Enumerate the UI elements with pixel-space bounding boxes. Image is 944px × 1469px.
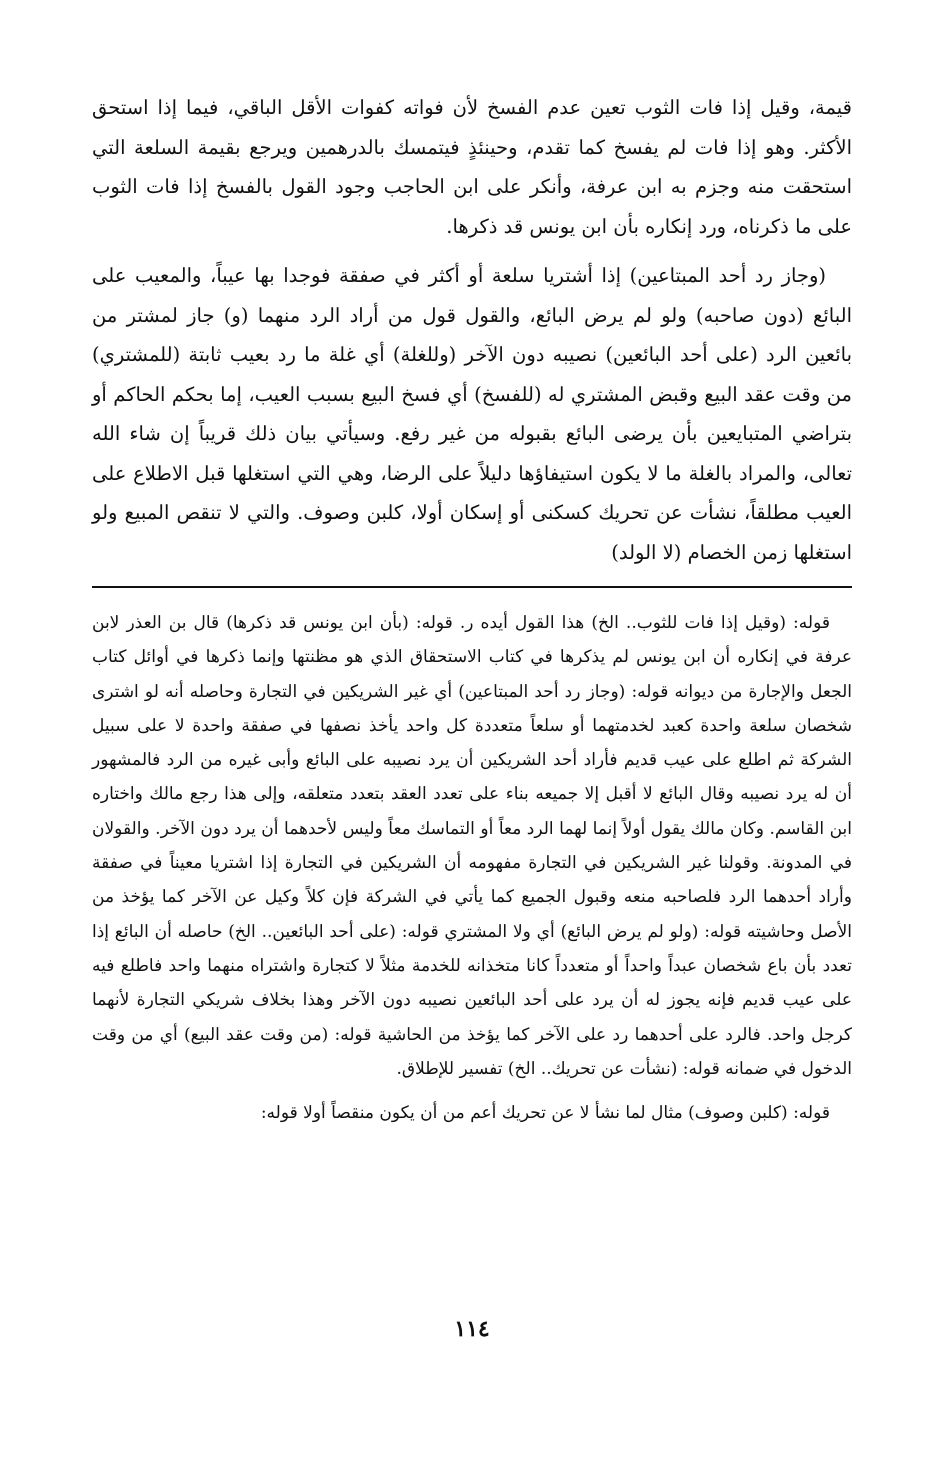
page-number: ١١٤ bbox=[454, 1316, 490, 1342]
footnotes bbox=[92, 606, 852, 1130]
footnote-separator bbox=[92, 586, 852, 588]
footnote-paragraph-1: قوله: (وقيل إذا فات للثوب.. الخ) هذا القول أيده ر. قوله: (بأن ابن يونس قد ذكرها) قال بن العذر لابن عرفة في إنكاره أن ابن يونس لم يذكرها في كتاب الاستحقاق الذي هو مظنتها وإنما ذكرها في أوائل كتاب الجعل والإجارة من ديوانه قوله: (وجاز رد أحد المبتاعين) أي غير الشريكين في التجارة وحاصله أنه لو اشترى شخصان سلعة واحدة كعبد لخدمتهما أو سلعاً متعددة كل واحد يأخذ نصفها في صفقة واحدة لا على سبيل الشركة ثم اطلع على عيب قديم فأراد أحد الشريكين أن يرد نصيبه على البائع وأبى غيره من الرد فالمشهور أن له يرد نصيبه وقال البائع لا أقبل إلا جميعه بناء على تعدد العقد بتعدد متعلقه، وإلى هذا رجع مالك واختاره ابن القاسم. وكان مالك يقول أولاً إنما لهما الرد معاً أو التماسك معاً وليس لأحدهما أن يرد دون الآخر. والقولان في المدونة. وقولنا غير الشريكين في التجارة مفهومه أن الشريكين في التجارة إذا اشتريا معيناً في صفقة وأراد أحدهما الرد فلصاحبه منعه وقبول الجميع كما يأتي في الشركة فإن كلاً وكيل عن الآخر كما يؤخذ من الأصل وحاشيته قوله: (ولو لم يرض البائع) أي ولا المشتري قوله: (على أحد البائعين.. الخ) حاصله أن البائع إذا تعدد بأن باع شخصان عبداً واحداً أو متعدداً كانا متخذانه للخدمة مثلاً لا كتجارة واشتراه منهما واحد فاطلع فيه على عيب قديم فإنه يجوز له أن يرد على أحد البائعين نصيبه دون الآخر وهذا بخلاف شريكي التجارة لأنهما كرجل واحد. فالرد على أحدهما رد على الآخر كما يؤخذ من الحاشية قوله: (من وقت عقد البيع) أي من وقت الدخول في ضمانه قوله: (نشأت عن تحريك.. الخ) تفسير للإطلاق. bbox=[92, 613, 852, 1079]
book-page bbox=[92, 88, 852, 1140]
footnote-paragraph-2: قوله: (كلبن وصوف) مثال لما نشأ لا عن تحريك أعم من أن يكون منقصاً أولا قوله: bbox=[260, 1103, 830, 1124]
main-text bbox=[92, 88, 852, 572]
main-paragraph-2: (وجاز رد أحد المبتاعين) إذا أشتريا سلعة أو أكثر في صفقة فوجدا بها عيباً، والمعيب على البائع (دون صاحبه) ولو لم يرض البائع، والقول قول من أراد الرد منهما (و) جاز لمشتر من بائعين الرد (على أحد البائعين) نصيبه دون الآخر (وللغلة) أي غلة ما رد بعيب ثابتة (للمشتري) من وقت عقد البيع وقبض المشتري له (للفسخ) أي فسخ البيع بسبب العيب، إما بحكم الحاكم أو بتراضي المتبايعين بأن يرضى البائع بقبوله من غير رفع. وسيأتي بيان ذلك قريباً إن شاء الله تعالى، والمراد بالغلة ما لا يكون استيفاؤها دليلاً على الرضا، وهي التي استغلها قبل الاطلاع على العيب مطلقاً، نشأت عن تحريك كسكنى أو إسكان أولا، كلبن وصوف. والتي لا تنقص المبيع ولو استغلها زمن الخصام (لا الولد) bbox=[92, 264, 852, 564]
main-paragraph-1: قيمة، وقيل إذا فات الثوب تعين عدم الفسخ لأن فواته كفوات الأقل الباقي، فيما إذا استحق الأكثر. وهو إذا فات لم يفسخ كما تقدم، وحينئذٍ فيتمسك بالدرهمين ويرجع بقيمة السلعة التي استحقت منه وجزم به ابن عرفة، وأنكر على ابن الحاجب وجود القول بالفسخ إذا فات الثوب على ما ذكرناه، ورد إنكاره بأن ابن يونس قد ذكرها. bbox=[92, 96, 852, 238]
